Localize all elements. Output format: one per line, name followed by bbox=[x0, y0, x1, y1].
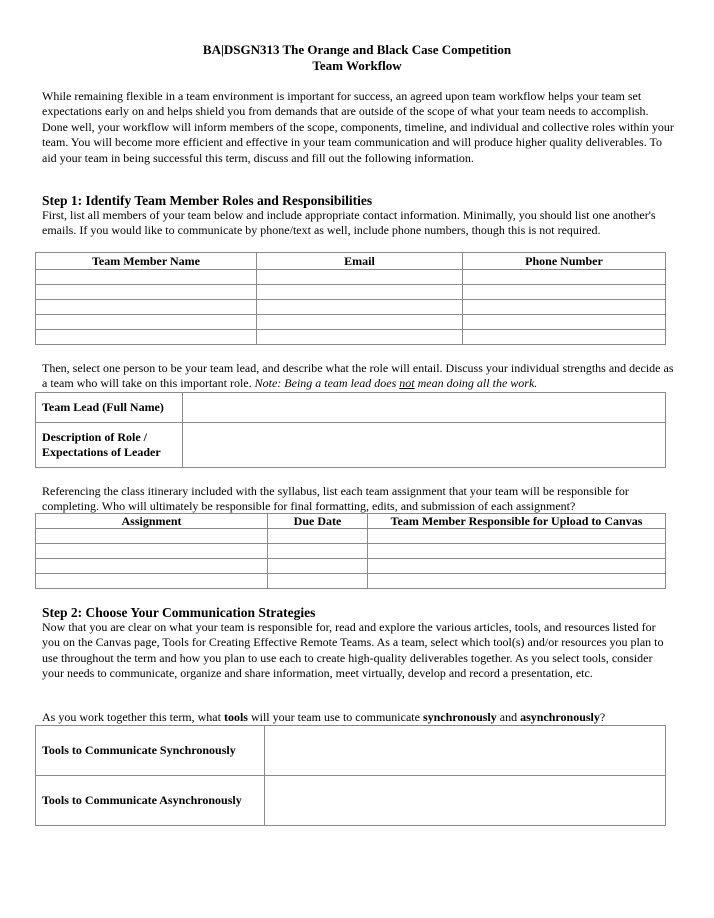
async-tools-label: Tools to Communicate Asynchronously bbox=[36, 776, 265, 826]
member-phone-cell[interactable] bbox=[463, 330, 666, 345]
assignment-row bbox=[36, 574, 666, 589]
communication-tools-table bbox=[35, 725, 666, 826]
assignments-instructions: Referencing the class itinerary included with the syllabus, list each team assignment that your team will be responsible for completing. Who will ultimately be responsible for final formatting, edits, and submission of each assignment? bbox=[42, 484, 629, 514]
team-lead-note: Note: Being a team lead does not mean doing all the work. bbox=[254, 376, 538, 391]
assignment-row bbox=[36, 529, 666, 544]
role-description-cell[interactable] bbox=[183, 423, 666, 468]
due-date-cell[interactable] bbox=[268, 559, 368, 574]
member-phone-cell[interactable] bbox=[463, 300, 666, 315]
member-row bbox=[36, 285, 666, 300]
member-name-cell[interactable] bbox=[36, 270, 257, 285]
member-email-cell[interactable] bbox=[257, 330, 463, 345]
member-email-cell[interactable] bbox=[257, 315, 463, 330]
assignments-table bbox=[35, 513, 666, 589]
role-description-row bbox=[36, 423, 666, 468]
team-members-table bbox=[35, 252, 666, 345]
assignment-row bbox=[36, 559, 666, 574]
tools-question: As you work together this term, what tools will your team use to communicate synchronously and asynchronously? bbox=[42, 710, 606, 724]
responsible-cell[interactable] bbox=[368, 544, 666, 559]
assignments-header-row bbox=[36, 514, 666, 529]
sync-tools-label: Tools to Communicate Synchronously bbox=[36, 726, 265, 776]
member-email-cell[interactable] bbox=[257, 270, 463, 285]
step2-instructions: Now that you are clear on what your team is responsible for, read and explore the various articles, tools, and resources listed for you on the Canvas page, Tools for Creating Effective Remote Teams. As a team, select which tool(s) and/or resources you plan to use throughout the term and how you plan to use each to create high-quality deliverables together. As you select tools, consider your needs to communicate, organize and share information, meet virtually, develop and record a presentation, etc. bbox=[42, 620, 664, 681]
role-description-label: Description of Role / Expectations of Leader bbox=[36, 423, 183, 468]
member-name-cell[interactable] bbox=[36, 285, 257, 300]
assignment-cell[interactable] bbox=[36, 559, 268, 574]
member-phone-cell[interactable] bbox=[463, 315, 666, 330]
assignment-cell[interactable] bbox=[36, 544, 268, 559]
member-name-cell[interactable] bbox=[36, 330, 257, 345]
member-row bbox=[36, 270, 666, 285]
team-lead-text: Then, select one person to be your team lead, and describe what the role will entail. Discuss your individual strengths and decide as a team who will take on this important role. bbox=[42, 361, 674, 391]
responsible-cell[interactable] bbox=[368, 529, 666, 544]
synchronously-emphasis: synchronously bbox=[422, 710, 497, 724]
due-date-cell[interactable] bbox=[268, 574, 368, 589]
col-upload-responsible: Team Member Responsible for Upload to Canvas bbox=[368, 514, 666, 529]
assignment-cell[interactable] bbox=[36, 574, 268, 589]
col-team-member-name: Team Member Name bbox=[36, 253, 257, 270]
member-phone-cell[interactable] bbox=[463, 270, 666, 285]
step2-heading: Step 2: Choose Your Communication Strategies bbox=[42, 605, 316, 620]
member-name-cell[interactable] bbox=[36, 315, 257, 330]
member-email-cell[interactable] bbox=[257, 300, 463, 315]
async-tools-row bbox=[36, 776, 666, 826]
responsible-cell[interactable] bbox=[368, 574, 666, 589]
assignment-cell[interactable] bbox=[36, 529, 268, 544]
doc-title-line1: BA|DSGN313 The Orange and Black Case Competition bbox=[202, 42, 512, 57]
col-phone-number: Phone Number bbox=[463, 253, 666, 270]
member-name-cell[interactable] bbox=[36, 300, 257, 315]
member-phone-cell[interactable] bbox=[463, 285, 666, 300]
col-due-date: Due Date bbox=[268, 514, 368, 529]
team-lead-name-cell[interactable] bbox=[183, 393, 666, 423]
doc-title-line2: Team Workflow bbox=[312, 58, 402, 73]
team-lead-label: Team Lead (Full Name) bbox=[36, 393, 183, 423]
due-date-cell[interactable] bbox=[268, 544, 368, 559]
step1-heading: Step 1: Identify Team Member Roles and Responsibilities bbox=[42, 193, 373, 208]
member-row bbox=[36, 330, 666, 345]
team-lead-row bbox=[36, 393, 666, 423]
asynchronously-emphasis: asynchronously bbox=[520, 710, 600, 724]
team-lead-instructions bbox=[42, 361, 674, 392]
col-assignment: Assignment bbox=[36, 514, 268, 529]
responsible-cell[interactable] bbox=[368, 559, 666, 574]
step1-instructions: First, list all members of your team below and include appropriate contact information. Minimally, you should list one another's emails. If you would like to communicate by phone/text as well, include phone numbers, though this is not required. bbox=[42, 208, 656, 238]
sync-tools-cell[interactable] bbox=[265, 726, 666, 776]
member-row bbox=[36, 300, 666, 315]
sync-tools-row bbox=[36, 726, 666, 776]
intro-paragraph: While remaining flexible in a team environment is important for success, an agreed upon team workflow helps your team set expectations early on and helps shield you from demands that are outside of the scope of what your team needs to accomplish. Done well, your workflow will inform members of the scope, components, timeline, and individual and collective roles within your team. You will become more efficient and effective in your team communication and will produce higher quality deliverables. To aid your team in being successful this term, discuss and fill out the following information. bbox=[42, 89, 674, 165]
member-row bbox=[36, 315, 666, 330]
team-lead-table bbox=[35, 392, 666, 468]
async-tools-cell[interactable] bbox=[265, 776, 666, 826]
member-email-cell[interactable] bbox=[257, 285, 463, 300]
col-email: Email bbox=[257, 253, 463, 270]
members-header-row bbox=[36, 253, 666, 270]
tools-emphasis: tools bbox=[223, 710, 248, 724]
due-date-cell[interactable] bbox=[268, 529, 368, 544]
assignment-row bbox=[36, 544, 666, 559]
